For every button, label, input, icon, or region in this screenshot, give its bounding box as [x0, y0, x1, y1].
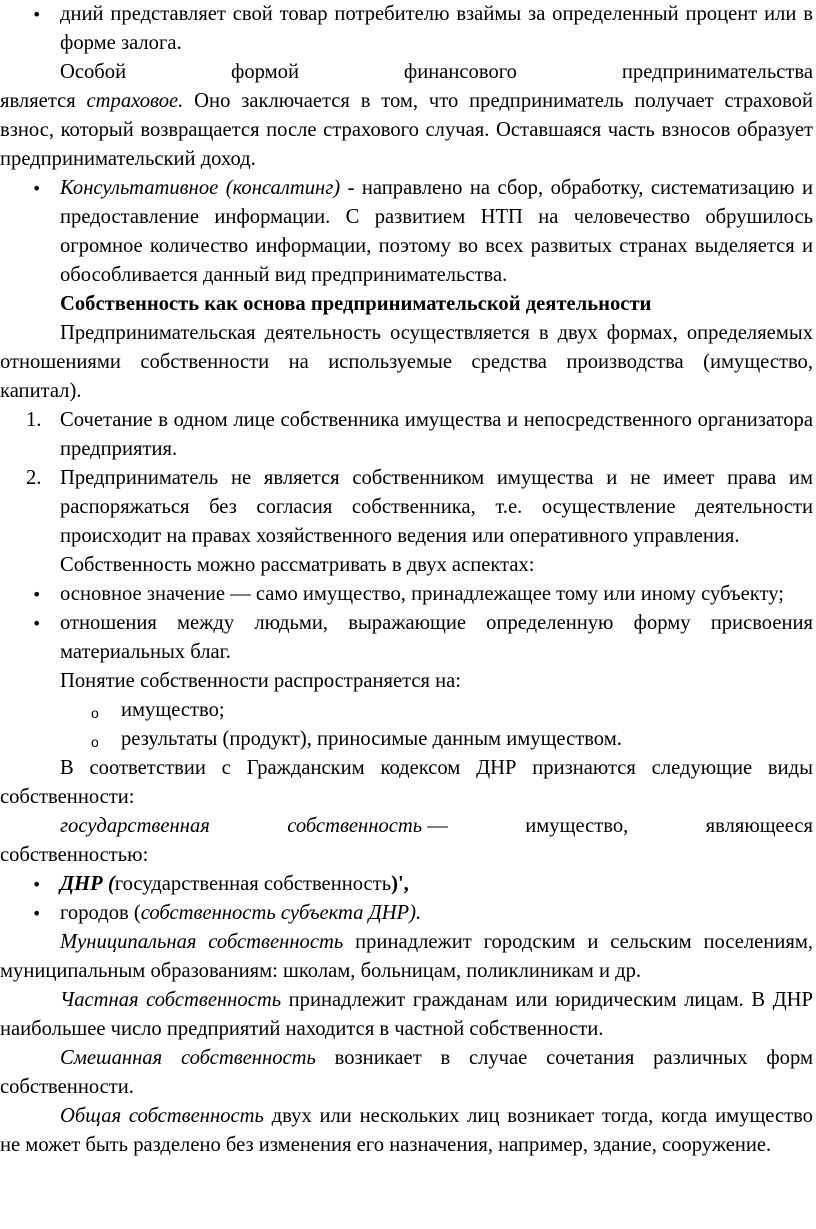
- circle-list: [0, 696, 813, 754]
- paragraph-text: двух или нескольких лиц возникает тогда, когда имущество не может быть разделено без изменения его назначения, например, здание, сооружение.: [0, 1105, 813, 1156]
- italic-term: Смешанная собственность: [60, 1047, 316, 1069]
- list-item: [60, 870, 813, 899]
- bold-italic-term: ДНР (: [60, 873, 115, 895]
- paragraph-text: является: [0, 90, 76, 112]
- word: формой: [231, 61, 299, 83]
- list-item: [60, 899, 813, 928]
- italic-term: собственность субъекта ДНР).: [140, 902, 422, 924]
- word: Особой: [60, 61, 127, 83]
- paragraph-text: принадлежит городским и сельским поселениям, муниципальным образованиям: школам, больницам, поликлиникам и др.: [0, 931, 813, 982]
- list-item: • отношения между людьми, выражающие определенную форму присвоения материальных благ.: [60, 609, 813, 667]
- paragraph-text: Оно заключается в том, что предприниматель получает страховой взнос, который возвращается после страхового случая. Оставшаяся часть взносов образует предпринимательский доход.: [0, 90, 813, 170]
- list-text: Предприниматель не является собственником имущества и не имеет права им распоряжаться без согласия собственника, т.е. осуществление деятельности происходит на правах хозяйственного ведения или оперативного управления.: [60, 467, 813, 547]
- bullet-list-top: [0, 0, 813, 58]
- paragraph-municipal: [0, 928, 813, 986]
- paragraph: Предпринимательская деятельность осуществляется в двух формах, определяемых отношениями собственности на используемые средства производства (имущество, капитал).: [0, 322, 813, 402]
- italic-term: Консультативное (консалтинг): [60, 177, 341, 199]
- paragraph-state-first-line: [0, 812, 813, 841]
- list-text: Сочетание в одном лице собственника имущества и непосредственного организатора предприятия.: [60, 409, 813, 460]
- bullet-list-consulting: [0, 174, 813, 290]
- numbered-list: [0, 406, 813, 551]
- word: финансового: [403, 61, 517, 83]
- word: являющееся: [705, 815, 813, 837]
- italic-term: Муниципальная собственность: [60, 931, 344, 953]
- list-item: o результаты (продукт), приносимые данным имуществом.: [121, 725, 813, 754]
- paragraph-text: возникает в случае сочетания различных форм собственности.: [0, 1047, 813, 1098]
- italic-term: государственная: [60, 815, 210, 837]
- paragraph-text: принадлежит гражданам или юридическим лицам. В ДНР наибольшее число предприятий находится в частной собственности.: [0, 989, 813, 1040]
- list-text: государственная собственность: [114, 873, 392, 895]
- bold-punct: )',: [391, 873, 409, 895]
- list-number: 2.: [26, 467, 42, 489]
- list-item: [60, 174, 813, 290]
- paragraph-common: [0, 1102, 813, 1160]
- paragraph: Собственность можно рассматривать в двух аспектах:: [60, 554, 535, 576]
- italic-term: страховое.: [86, 90, 184, 112]
- list-item: o имущество;: [121, 696, 813, 725]
- bullet-list-state: [0, 870, 813, 928]
- italic-term: Частная собственность: [60, 989, 282, 1011]
- list-item: • основное значение — само имущество, принадлежащее тому или иному субъекту;: [60, 580, 813, 609]
- paragraph: Понятие собственности распространяется на:: [60, 670, 461, 692]
- word: предпринимательства: [621, 61, 813, 83]
- paragraph-state-property: [0, 812, 813, 870]
- bullet-text: дний представляет свой товар потребителю взаймы за определенный процент или в форме залога.: [60, 3, 813, 54]
- paragraph: В соответствии с Гражданским кодексом ДНР признаются следующие виды собственности:: [0, 757, 813, 808]
- bullet-text: - направлено на сбор, обработку, систематизацию и предоставление информации. С развитием НТП на человечество обрушилось огромное количество информации, поэтому во всех развитых странах выделяется и обособливается данный вид предпринимательства.: [60, 177, 813, 286]
- word: имущество,: [525, 815, 629, 837]
- list-item: [26, 406, 813, 464]
- paragraph-insurance: [0, 58, 813, 174]
- italic-term: собственность: [287, 815, 423, 837]
- bullet-list-aspects: [0, 580, 813, 667]
- paragraph-private: [0, 986, 813, 1044]
- list-text: городов (: [60, 902, 141, 924]
- list-item: [60, 0, 813, 58]
- list-item: [26, 464, 813, 551]
- paragraph-insurance-first-line: [0, 58, 813, 87]
- section-heading: Собственность как основа предпринимательской деятельности: [60, 293, 652, 315]
- dash: —: [427, 815, 448, 837]
- paragraph-text: собственностью:: [0, 844, 149, 866]
- paragraph-mixed: [0, 1044, 813, 1102]
- italic-term: Общая собственность: [60, 1105, 264, 1127]
- list-number: 1.: [26, 409, 42, 431]
- paragraph-insurance-body: [0, 87, 813, 174]
